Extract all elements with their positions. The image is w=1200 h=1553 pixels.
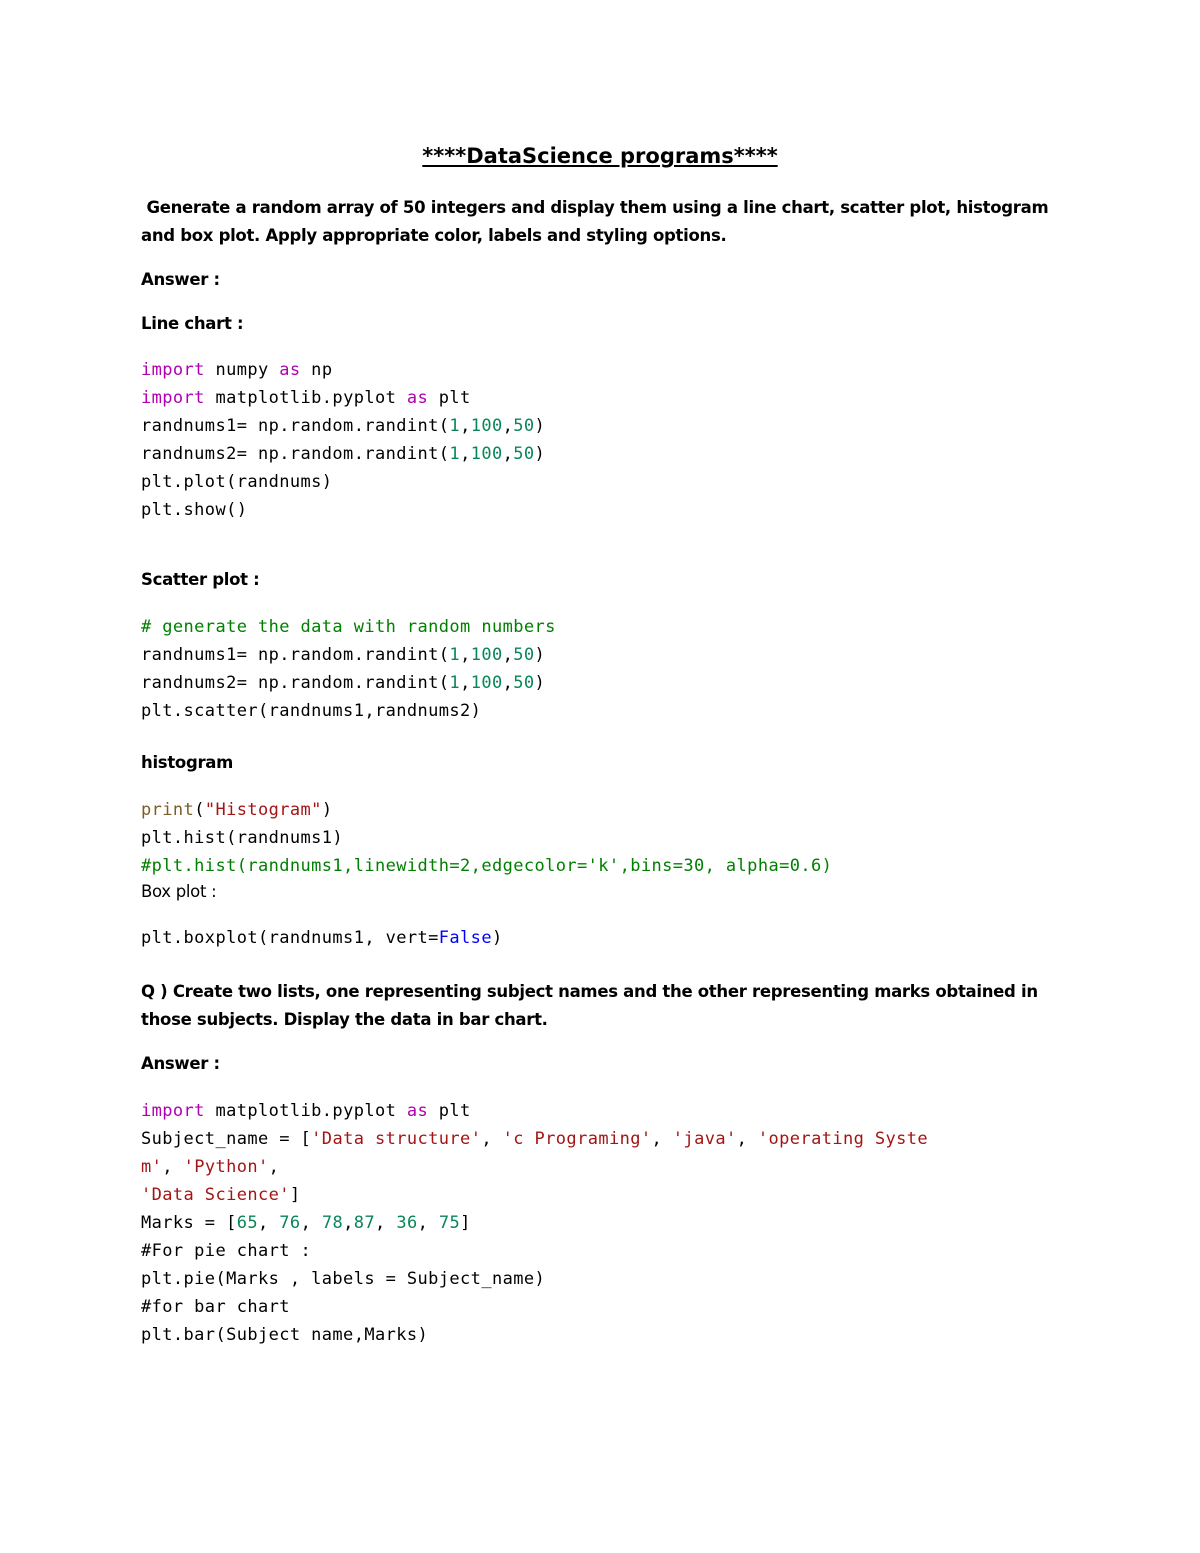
code-line: [141, 1125, 928, 1153]
question-1-line-2: and box plot. Apply appropriate color, labels and styling options.: [141, 226, 727, 245]
line-chart-heading: Line chart :: [141, 314, 244, 333]
answer-label-2: Answer :: [141, 1054, 220, 1073]
code-token: ): [321, 800, 333, 820]
question-1: [141, 194, 1071, 250]
code-token: ,: [502, 645, 514, 665]
code-token: ,: [268, 1157, 280, 1177]
code-comment: # generate the data with random numbers: [141, 617, 556, 637]
code-token: import: [141, 388, 205, 408]
code-token: 87: [353, 1213, 376, 1233]
code-token: 'Python': [183, 1157, 269, 1177]
code-line: plt.plot(randnums): [141, 472, 333, 492]
code-token: ): [534, 444, 546, 464]
code-token: 50: [513, 416, 535, 436]
code-token: randnums2= np.random.randint(: [141, 673, 450, 693]
code-token: ,: [651, 1129, 673, 1149]
code-line: [141, 924, 503, 952]
code-token: ): [534, 416, 546, 436]
answer-2-code: [141, 1097, 928, 1349]
code-line: #For pie chart :: [141, 1241, 312, 1261]
code-token: import: [141, 1101, 205, 1121]
code-token: 78: [321, 1213, 344, 1233]
code-token: ,: [300, 1213, 322, 1233]
code-token: 100: [470, 444, 503, 464]
code-token: 50: [513, 645, 535, 665]
code-line: [141, 356, 545, 384]
code-token: randnums1= np.random.randint(: [141, 416, 450, 436]
code-token: ,: [375, 1213, 397, 1233]
answer-label-1: Answer :: [141, 270, 220, 289]
code-token: 1: [449, 673, 461, 693]
line-chart-code: [141, 356, 545, 524]
code-token: (: [194, 800, 205, 820]
code-comment: #plt.hist(randnums1,linewidth=2,edgecolor='k',bins=30, alpha=0.6): [141, 856, 833, 876]
code-token: ]: [460, 1213, 471, 1233]
code-token: 1: [449, 645, 461, 665]
code-line: plt.bar(Subject name,Marks): [141, 1325, 429, 1345]
code-line: [141, 412, 545, 440]
code-token: 100: [470, 673, 503, 693]
code-token: randnums1= np.random.randint(: [141, 645, 450, 665]
code-token: 'Data Science': [141, 1185, 290, 1205]
code-token: ): [534, 673, 546, 693]
question-1-line-1: Generate a random array of 50 integers and display them using a line chart, scatter plot, histogram: [141, 198, 1049, 217]
code-token: 100: [470, 645, 503, 665]
code-token: ,: [460, 444, 471, 464]
code-token: 100: [470, 416, 503, 436]
code-token: 'operating Syste: [757, 1129, 929, 1149]
code-token: 'java': [672, 1129, 737, 1149]
boxplot-heading: Box plot :: [141, 882, 217, 901]
code-line: [141, 440, 545, 468]
code-token: ,: [258, 1213, 280, 1233]
histogram-heading: histogram: [141, 753, 234, 772]
code-line: [141, 384, 545, 412]
code-token: ,: [417, 1213, 439, 1233]
code-token: ]: [289, 1185, 301, 1205]
code-token: as: [406, 388, 429, 408]
code-line: [141, 1153, 928, 1181]
code-token: 50: [513, 673, 535, 693]
code-token: ,: [736, 1129, 758, 1149]
code-token: plt: [428, 1101, 471, 1121]
code-token: 76: [279, 1213, 301, 1233]
code-line: [141, 669, 556, 697]
code-token: np: [300, 360, 333, 380]
question-2-line-2: those subjects. Display the data in bar chart.: [141, 1010, 548, 1029]
code-token: numpy: [204, 360, 280, 380]
code-token: ,: [460, 673, 471, 693]
code-token: 'Data structure': [311, 1129, 482, 1149]
code-token: "Histogram": [204, 800, 322, 820]
code-token: as: [279, 360, 301, 380]
code-token: ,: [502, 673, 514, 693]
code-token: Marks = [: [141, 1213, 237, 1233]
code-token: import: [141, 360, 205, 380]
code-token: ,: [502, 416, 514, 436]
code-token: ,: [162, 1157, 184, 1177]
code-token: ,: [502, 444, 514, 464]
code-token: 'c Programing': [502, 1129, 652, 1149]
code-token: matplotlib.pyplot: [204, 1101, 407, 1121]
code-token: ,: [481, 1129, 503, 1149]
scatter-code: [141, 613, 556, 725]
code-token: 50: [513, 444, 535, 464]
code-line: [141, 1097, 928, 1125]
code-token: 1: [449, 416, 461, 436]
question-2-line-1: Q ) Create two lists, one representing subject names and the other representing marks obtained in: [141, 982, 1038, 1001]
scatter-heading: Scatter plot :: [141, 570, 260, 589]
code-token: ): [534, 645, 546, 665]
code-line: [141, 1209, 928, 1237]
code-line: plt.pie(Marks , labels = Subject_name): [141, 1269, 546, 1289]
code-token: ,: [460, 416, 471, 436]
code-token: 1: [449, 444, 461, 464]
question-2: [141, 978, 1071, 1034]
code-line: [141, 641, 556, 669]
code-token: randnums2= np.random.randint(: [141, 444, 450, 464]
code-token: ,: [460, 645, 471, 665]
code-token: False: [438, 928, 492, 948]
code-token: 75: [438, 1213, 461, 1233]
code-token: plt.boxplot(randnums1, vert=: [141, 928, 439, 948]
boxplot-code: [141, 924, 503, 952]
histogram-code: [141, 796, 832, 880]
code-line: [141, 1181, 928, 1209]
code-token: ,: [343, 1213, 354, 1233]
code-token: as: [406, 1101, 429, 1121]
code-token: 36: [396, 1213, 418, 1233]
code-token: 65: [236, 1213, 258, 1233]
code-line: plt.hist(randnums1): [141, 828, 344, 848]
code-token: matplotlib.pyplot: [204, 388, 407, 408]
page-title: ****DataScience programs****: [422, 144, 778, 168]
code-token: plt: [428, 388, 471, 408]
code-line: [141, 796, 832, 824]
code-line: plt.scatter(randnums1,randnums2): [141, 701, 482, 721]
code-line: #for bar chart: [141, 1297, 290, 1317]
code-line: plt.show(): [141, 500, 248, 520]
code-token: ): [491, 928, 503, 948]
code-token: m': [141, 1157, 163, 1177]
code-token: print: [141, 800, 195, 820]
code-token: Subject_name = [: [141, 1129, 312, 1149]
